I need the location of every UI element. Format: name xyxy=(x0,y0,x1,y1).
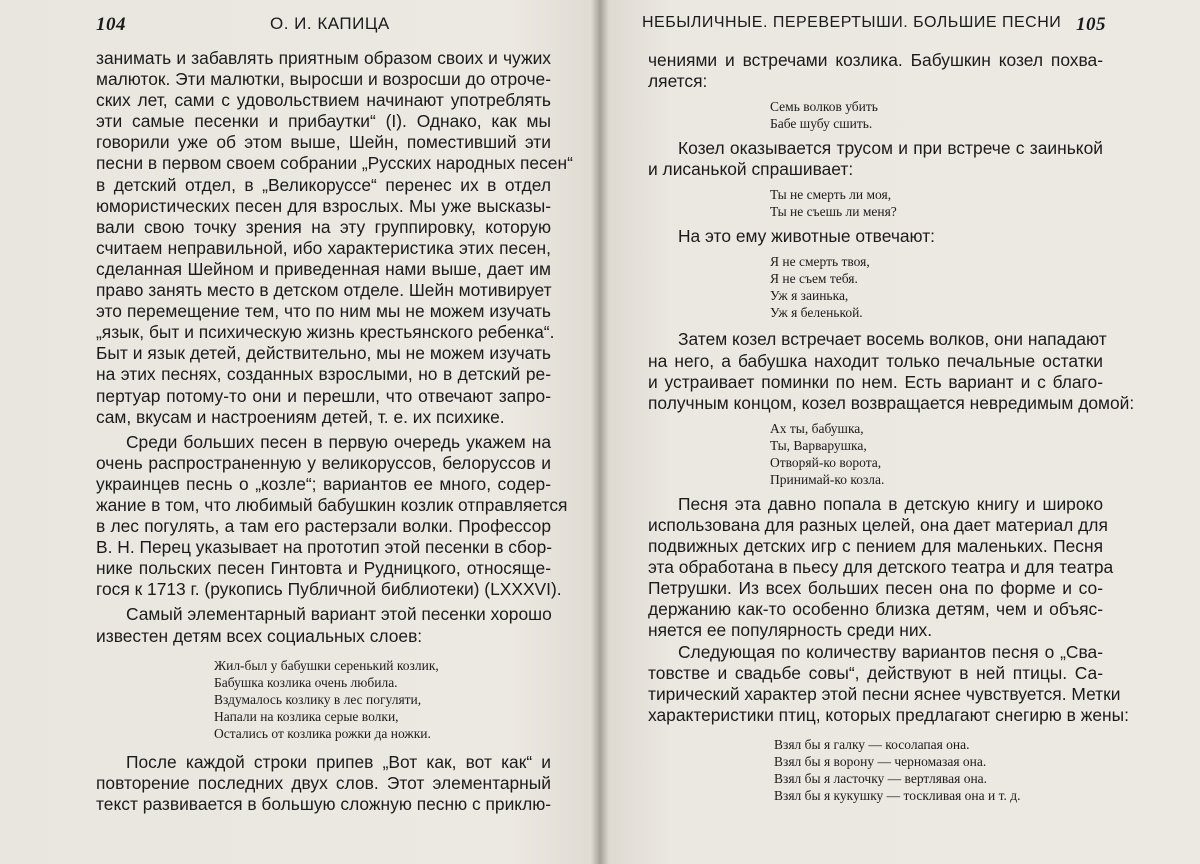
verse-line: Уж я беленькой. xyxy=(770,305,863,321)
text-line: и устраивает поминки по нем. Есть вариант и с благо- xyxy=(648,371,1103,392)
text-line: украинцев песнь о „козле“; вариантов ее много, содер- xyxy=(96,473,551,494)
left-body xyxy=(96,48,573,815)
text-line: сделанная Шейном и приведенная нами выше, дает им xyxy=(96,258,551,279)
text-line: На это ему животные отвечают: xyxy=(678,226,936,247)
paragraph xyxy=(648,138,1103,180)
right-body xyxy=(648,50,1135,804)
verse-line: Ты, Варварушка, xyxy=(770,437,867,453)
text-line: няется ее популярность среди них. xyxy=(648,620,933,641)
paragraph xyxy=(648,641,1129,726)
page-number-left: 104 xyxy=(96,14,126,35)
verse-line: Остались от козлика рожки да ножки. xyxy=(214,725,431,741)
text-line: на этих песнях, созданных взрослыми, но в детский ре- xyxy=(96,364,551,385)
text-line: говорили уже об этом выше, Шейн, поместивший эти xyxy=(96,132,551,153)
verse-line: Ты не съешь ли меня? xyxy=(770,204,897,220)
verse-line: Я не смерть твоя, xyxy=(770,254,870,270)
text-line: в лес погулять, а там его растерзали волки. Профессор xyxy=(96,516,551,537)
text-line: право занять место в детском отделе. Шейн мотивирует xyxy=(96,280,552,301)
text-line: Самый элементарный вариант этой песенки хорошо xyxy=(126,604,552,625)
paragraph xyxy=(648,50,1103,92)
verse-block xyxy=(770,253,1103,321)
verse-line: Бабушка козлика очень любила. xyxy=(214,674,398,690)
text-line: эти самые песенки и прибаутки“ (I). Однако, как мы xyxy=(96,111,551,132)
verse-block xyxy=(774,736,1103,804)
text-line: Затем козел встречает восемь волков, они нападают xyxy=(678,329,1107,350)
text-line: тирический характер этой песни яснее чувствуется. Метки xyxy=(648,683,1121,704)
text-line: пертуар потому-то они и перешли, что отвечают запро- xyxy=(96,385,551,406)
verse-line: Отворяй-ко ворота, xyxy=(770,454,882,470)
text-line: гося к 1713 г. (рукопись Публичной библиотеки) (LXXXVI). xyxy=(96,579,562,600)
verse-line: Взял бы я галку — косолапая она. xyxy=(774,736,970,752)
text-line: занимать и забавлять приятным образом своих и чужих xyxy=(96,48,551,68)
page-number-right: 105 xyxy=(1076,14,1106,35)
text-line: „язык, быт и психическую жизнь крестьянского ребенка“. xyxy=(96,322,555,343)
paragraph xyxy=(96,752,551,815)
verse-line: Семь волков убить xyxy=(770,99,878,115)
verse-block xyxy=(770,420,1103,488)
text-line: Козел оказывается трусом и при встрече с заинькой xyxy=(678,138,1103,159)
text-line: Быт и язык детей, действительно, мы не можем изучать xyxy=(96,343,551,364)
verse-line: Взял бы я ворону — черномазая она. xyxy=(774,753,987,769)
text-line: характеристики птиц, которых предлагают снегирю в жены: xyxy=(648,704,1129,725)
paragraph xyxy=(96,48,573,428)
text-line: ских лет, сами с удовольствием начинают употреблять xyxy=(96,90,551,111)
verse-line: Ах ты, бабушка, xyxy=(770,420,864,436)
verse-line: Напали на козлика серые волки, xyxy=(214,708,399,724)
text-line: Песня эта давно попала в детскую книгу и широко xyxy=(678,493,1103,514)
text-line: на него, а бабушка находит только печальные остатки xyxy=(648,350,1103,371)
text-line: в детский отдел, в „Великоруссе“ перенес их в отдел xyxy=(96,174,551,195)
text-line: известен детям всех социальных слоев: xyxy=(96,625,423,646)
verse-line: Я не съем тебя. xyxy=(770,271,858,287)
text-line: Среди больших песен в первую очередь укажем на xyxy=(126,431,551,452)
text-line: чениями и встречами козлика. Бабушкин козел похва- xyxy=(648,50,1103,70)
text-line: повторение последних двух слов. Этот элементарный xyxy=(96,772,551,793)
text-line: песни в первом своем собрании „Русских народных песен“ xyxy=(96,153,573,174)
verse-block xyxy=(770,98,1103,132)
text-line: Петрушки. Из всех больших песен она по форме и со- xyxy=(648,578,1103,599)
paragraph xyxy=(96,431,568,601)
text-line: это перемещение тем, что по ним мы не можем изучать xyxy=(96,301,551,322)
text-line: В. Н. Перец указывает на прототип этой песенки в сбор- xyxy=(96,537,553,558)
paragraph xyxy=(96,604,551,646)
text-line: считаем неправильной, ибо характеристика этих песен, xyxy=(96,237,551,258)
verse-block xyxy=(770,186,1103,220)
text-line: жание в том, что любимый бабушкин козлик отправляется xyxy=(96,494,568,515)
verse-line: Жил-был у бабушки серенький козлик, xyxy=(214,657,439,673)
verse-line: Вздумалось козлику в лес погуляти, xyxy=(214,691,422,707)
text-line: вали свою точку зрения на эту группировку, которую xyxy=(96,216,551,237)
text-line: После каждой строки припев „Вот как, вот как“ и xyxy=(126,751,551,772)
verse-line: Уж я заинька, xyxy=(770,288,849,304)
text-line: текст развивается в большую сложную песню с приклю- xyxy=(96,793,552,814)
verse-line: Ты не смерть ли моя, xyxy=(770,187,892,203)
verse-line: Бабе шубу сшить. xyxy=(770,116,873,132)
text-line: Следующая по количеству вариантов песня о „Сва- xyxy=(678,641,1103,662)
text-line: нике польских песен Гинтовта и Рудницкого, относяще- xyxy=(96,558,551,579)
book-gutter xyxy=(591,0,609,864)
verse-block xyxy=(214,657,551,742)
text-line: использована для разных целей, она дает материал для xyxy=(648,514,1108,535)
verse-line: Взял бы я кукушку — тоскливая она и т. д. xyxy=(774,787,1021,803)
text-line: очень распространенную у великоруссов, белоруссов и xyxy=(96,452,551,473)
verse-line: Принимай-ко козла. xyxy=(770,471,885,487)
text-line: товстве и свадьбе совы“, действуют в ней птицы. Са- xyxy=(648,662,1103,683)
text-line: эта обработана в пьесу для детского театра и для театра xyxy=(648,557,1114,578)
right-page xyxy=(600,0,1200,864)
paragraph xyxy=(648,493,1114,642)
text-line: получным концом, козел возвращается невредимым домой: xyxy=(648,392,1135,413)
text-line: и лисанькой спрашивает: xyxy=(648,159,854,180)
running-head-left: О. И. КАПИЦА xyxy=(270,14,390,33)
paragraph xyxy=(648,226,1103,247)
text-line: юмористических песен для взрослых. Мы уже высказы- xyxy=(96,195,551,216)
text-line: малюток. Эти малютки, выросши и возросши до отроче- xyxy=(96,69,551,90)
running-head-right: НЕБЫЛИЧНЫЕ. ПЕРЕВЕРТЫШИ. БОЛЬШИЕ ПЕСНИ xyxy=(642,14,1062,31)
text-line: ляется: xyxy=(648,71,708,92)
verse-line: Взял бы я ласточку — вертлявая она. xyxy=(774,770,988,786)
text-line: подвижных детских игр с пением для маленьких. Песня xyxy=(648,536,1103,557)
text-line: сам, вкусам и настроениям детей, т. е. их психике. xyxy=(96,406,505,427)
text-line: держанию как-то особенно близка детям, чем и объяс- xyxy=(648,599,1103,620)
paragraph xyxy=(648,329,1135,413)
